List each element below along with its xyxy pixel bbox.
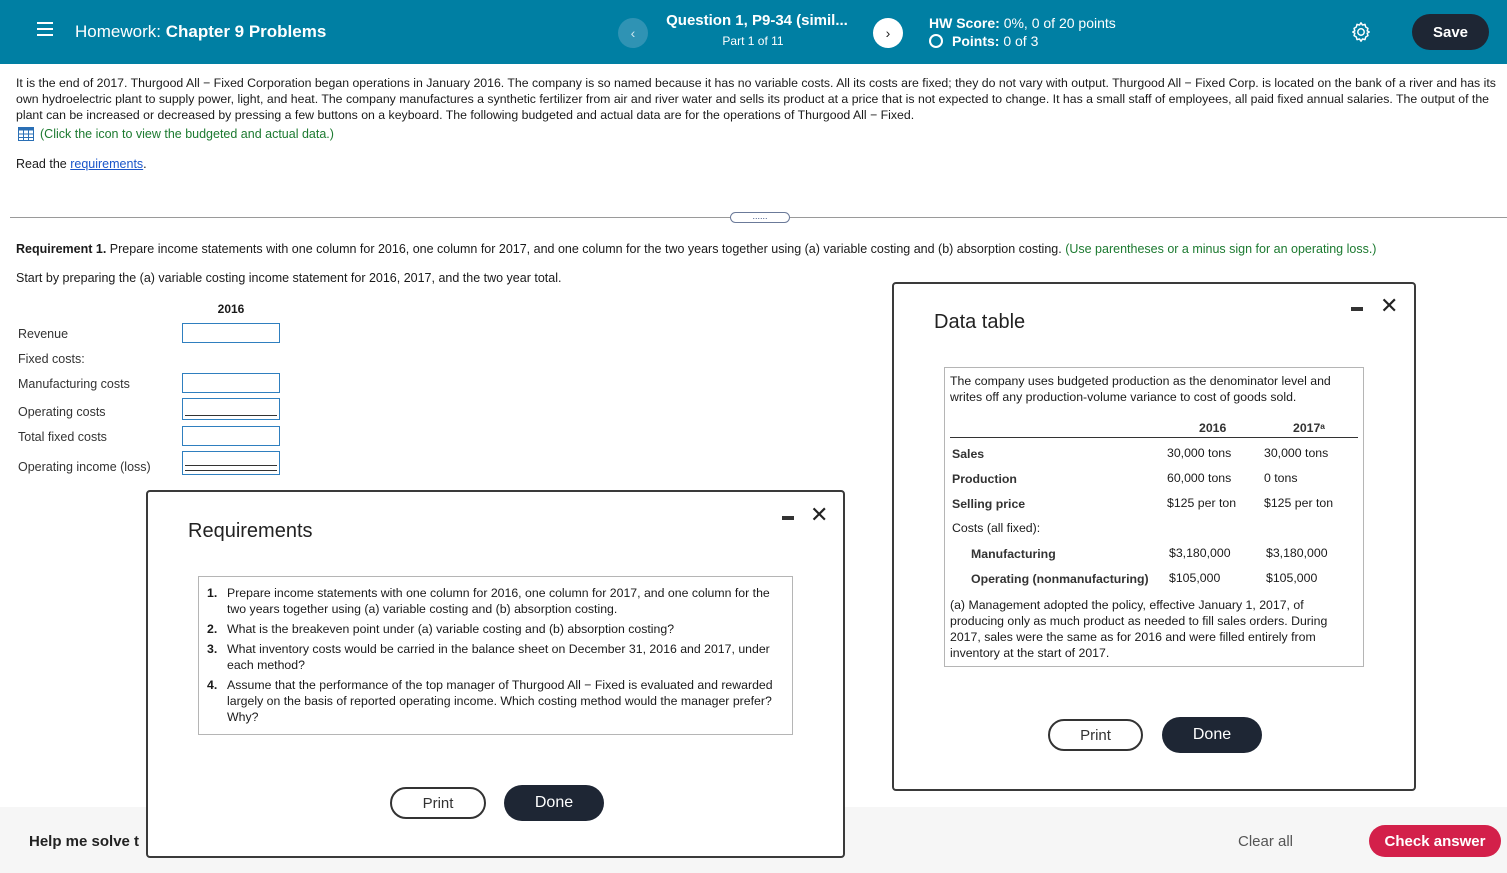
read-requirements [16, 157, 147, 171]
data-link-text[interactable]: (Click the icon to view the budgeted and actual data.) [40, 127, 334, 141]
hw-score-label: HW Score: [929, 15, 1000, 31]
gear-icon[interactable] [1350, 21, 1372, 43]
data-cell: $125 per ton [1167, 496, 1237, 510]
requirement-1-text: Prepare income statements with one column for 2016, one column for 2017, and one column for the two years together using (a) variable costing and (b) absorption costing. [106, 242, 1066, 256]
cost-cell: $105,000 [1169, 571, 1221, 585]
data-col-2017: 2017ᵃ [1293, 421, 1325, 435]
data-table-footnote: (a) Management adopted the policy, effective January 1, 2017, of producing only as much product as needed to fill sales orders. During 2017, sales were the same as for 2016 and were filled entirely from inventory at the start of 2017. [950, 598, 1328, 660]
points [929, 33, 1038, 49]
requirements-title: Requirements [188, 520, 313, 542]
top-header-bar [0, 0, 1507, 64]
close-icon[interactable]: ✕ [810, 502, 829, 527]
menu-icon[interactable] [37, 22, 53, 36]
requirement-item [207, 585, 787, 617]
operating-costs-input[interactable] [182, 398, 280, 420]
data-table-done-button[interactable]: Done [1162, 717, 1262, 753]
data-table-rule [950, 437, 1358, 438]
operating-income-input[interactable] [182, 451, 280, 475]
data-col-2016: 2016 [1199, 421, 1227, 435]
start-instruction: Start by preparing the (a) variable costing income statement for 2016, 2017, and the two year total. [16, 271, 562, 285]
requirement-number: 4. [207, 678, 218, 692]
previous-question-button[interactable] [618, 18, 648, 48]
data-cell: 60,000 tons [1167, 471, 1232, 485]
data-table-link[interactable] [18, 127, 334, 141]
data-row-label: Production [952, 472, 1017, 486]
requirement-item [207, 677, 787, 725]
data-table-title: Data table [934, 311, 1026, 333]
close-icon[interactable]: ✕ [1380, 293, 1399, 318]
cost-row-label: Manufacturing [971, 547, 1056, 561]
requirements-link[interactable]: requirements [70, 157, 144, 171]
cost-cell: $3,180,000 [1266, 546, 1328, 560]
data-cell: $125 per ton [1264, 496, 1334, 510]
row-label-manufacturing: Manufacturing costs [18, 377, 130, 391]
chevron-left-icon: ‹ [630, 25, 636, 41]
points-circle-icon [929, 34, 943, 48]
homework-title [75, 22, 326, 42]
hw-score [929, 15, 1116, 31]
requirement-number: 1. [207, 586, 218, 600]
homework-prefix: Homework: [75, 22, 161, 41]
row-label-total-fixed: Total fixed costs [18, 430, 107, 444]
minimize-icon[interactable] [1351, 307, 1363, 311]
read-prefix: Read the [16, 157, 71, 171]
requirement-text: Prepare income statements with one column for 2016, one column for 2017, and one column for the two years together using (a) variable costing and (b) absorption costing. [227, 586, 770, 616]
requirement-1-hint: (Use parentheses or a minus sign for an operating loss.) [1065, 242, 1377, 256]
data-table-intro: The company uses budgeted production as the denominator level and writes off any production-volume variance to cost of goods sold. [950, 374, 1331, 404]
row-label-operating: Operating costs [18, 405, 106, 419]
manufacturing-costs-input[interactable] [182, 373, 280, 393]
points-value: 0 of 3 [1003, 33, 1039, 49]
cost-row-label: Operating (nonmanufacturing) [971, 572, 1149, 586]
homework-chapter: Chapter 9 Problems [165, 22, 327, 41]
divider-handle[interactable]: ...... [730, 212, 790, 223]
requirement-number: 2. [207, 622, 218, 636]
requirement-text: What is the breakeven point under (a) variable costing and (b) absorption costing? [227, 622, 675, 636]
data-row-label: Sales [952, 447, 985, 461]
read-suffix: . [143, 157, 147, 171]
check-answer-button[interactable]: Check answer [1369, 825, 1501, 857]
cost-cell: $3,180,000 [1169, 546, 1231, 560]
total-fixed-costs-input[interactable] [182, 426, 280, 446]
requirements-print-button[interactable]: Print [390, 787, 486, 819]
requirements-done-button[interactable]: Done [504, 785, 604, 821]
revenue-input[interactable] [182, 323, 280, 343]
points-label: Points: [952, 33, 1000, 49]
row-label-fixed-costs: Fixed costs: [18, 352, 85, 366]
requirement-text: What inventory costs would be carried in the balance sheet on December 31, 2016 and 2017, under each method? [227, 642, 770, 672]
question-part: Part 1 of 11 [722, 34, 784, 48]
data-cell: 30,000 tons [1264, 446, 1329, 460]
column-header-2016: 2016 [217, 302, 245, 316]
row-label-operating-income: Operating income (loss) [18, 460, 151, 474]
chevron-right-icon: › [885, 25, 891, 41]
data-row-label: Selling price [952, 497, 1026, 511]
minimize-icon[interactable] [782, 516, 794, 520]
requirement-text: Assume that the performance of the top manager of Thurgood All − Fixed is evaluated and rewarded largely on the basis of reported operating income. Which costing method would the manager prefer? Why? [227, 678, 773, 724]
row-label-revenue: Revenue [18, 327, 69, 341]
hw-score-value: 0%, 0 of 20 points [1003, 15, 1116, 31]
requirement-number: 3. [207, 642, 218, 656]
requirement-item [207, 621, 787, 637]
save-button[interactable]: Save [1412, 14, 1489, 50]
data-table-print-button[interactable]: Print [1048, 719, 1143, 751]
requirement-1-label: Requirement 1. [16, 242, 107, 256]
question-title[interactable]: Question 1, P9-34 (simil... [666, 12, 848, 29]
data-cell: 30,000 tons [1167, 446, 1232, 460]
costs-label: Costs (all fixed): [952, 521, 1041, 535]
data-cell: 0 tons [1264, 471, 1298, 485]
requirement-1 [16, 242, 1376, 256]
next-question-button[interactable] [873, 18, 903, 48]
cost-cell: $105,000 [1266, 571, 1318, 585]
clear-all-button[interactable]: Clear all [1238, 833, 1294, 850]
requirement-item [207, 641, 787, 673]
table-grid-icon[interactable] [18, 127, 34, 141]
help-me-solve-button[interactable]: Help me solve t [29, 833, 140, 850]
problem-statement: It is the end of 2017. Thurgood All − Fixed Corporation began operations in January 2016. The company is so named because it has no variable costs. All its costs are fixed; they do not vary with output. Thurgood All − Fixed Corp. is located on the bank of a river and has its own hydroelectric plant to supply power, light, and heat. The company manufactures a synthetic fertilizer from air and river water and sells its product at a price that is not expected to change. It has a small staff of employees, all paid fixed annual salaries. The output of the plant can be increased or decreased by pressing a few buttons on a keyboard. The following budgeted and actual data are for the operations of Thurgood All − Fixed. [16, 76, 1496, 122]
